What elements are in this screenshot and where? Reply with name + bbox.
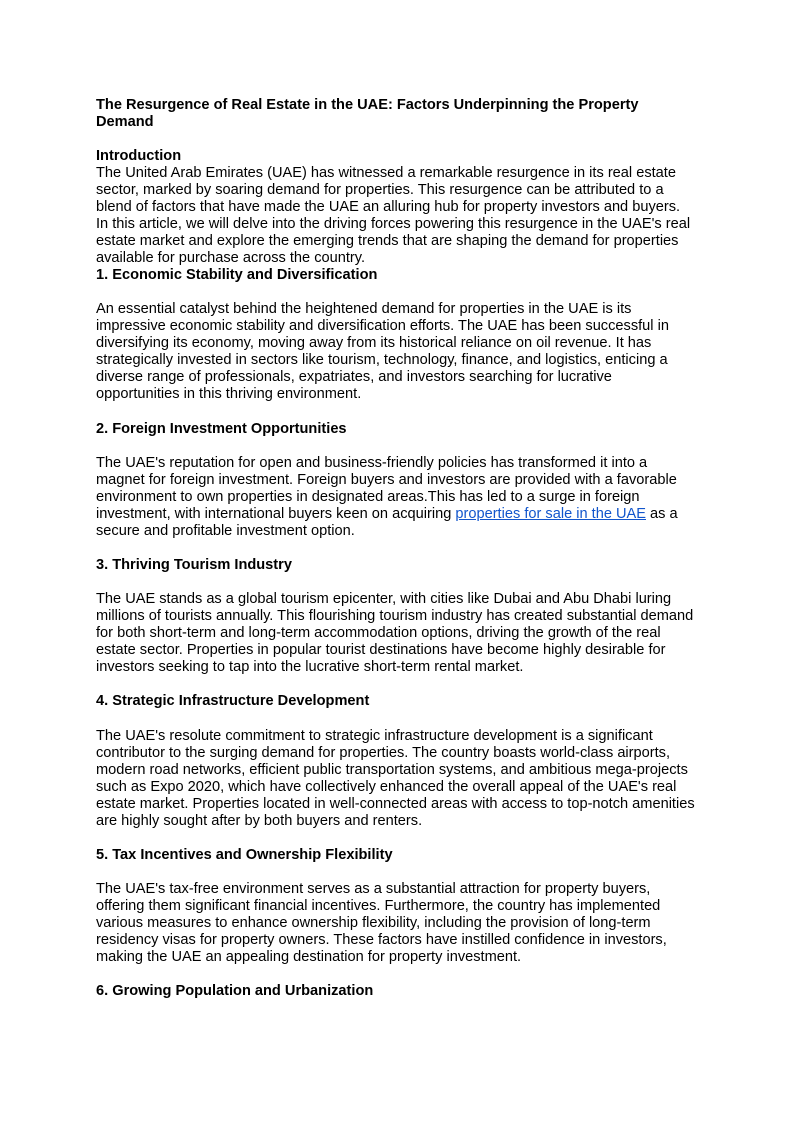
section-paragraph [96,728,716,830]
paragraph-line: residency visas for property owners. These factors have instilled confidence in investors, [96,931,667,948]
paragraph-line: The United Arab Emirates (UAE) has witnessed a remarkable resurgence in its real estate [96,165,676,182]
paragraph-line: estate market. Properties located in well-connected areas with access to top-notch amenities [96,795,695,812]
section-heading: 5. Tax Incentives and Ownership Flexibility [96,846,393,863]
section-heading: 2. Foreign Investment Opportunities [96,420,347,437]
properties-for-sale-link[interactable]: properties for sale in the UAE [455,505,646,522]
text: as a [646,505,678,522]
paragraph-line: magnet for foreign investment. Foreign buyers and investors are provided with a favorable [96,471,677,488]
paragraph-line: investors seeking to tap into the lucrative short-term rental market. [96,659,524,676]
section-heading: 1. Economic Stability and Diversification [96,267,378,284]
paragraph-line: making the UAE an appealing destination for property investment. [96,948,522,965]
paragraph-line: estate market and explore the emerging trends that are shaping the demand for properties [96,233,679,250]
paragraph-line: diversifying its economy, moving away from its historical reliance on oil revenue. It has [96,335,652,352]
intro-section [96,148,716,267]
title-line: Demand [96,114,154,130]
paragraph-line: are highly sought after by both buyers and renters. [96,812,423,829]
document-page [96,97,716,1000]
paragraph-line: impressive economic stability and diversification efforts. The UAE has been successful in [96,318,669,335]
paragraph-line: strategically invested in sectors like tourism, technology, finance, and logistics, enticing a [96,352,668,369]
section-paragraph [96,591,716,676]
paragraph-line: for both short-term and long-term accommodation options, driving the growth of the real [96,625,661,642]
paragraph-line: various measures to enhance ownership flexibility, including the provision of long-term [96,914,651,931]
paragraph-line: The UAE stands as a global tourism epicenter, with cities like Dubai and Abu Dhabi luring [96,591,672,608]
paragraph-line: available for purchase across the country. [96,250,366,267]
paragraph-line: In this article, we will delve into the driving forces powering this resurgence in the UAE's real [96,216,691,233]
section-heading: 6. Growing Population and Urbanization [96,983,374,1000]
section-paragraph [96,455,716,540]
document-title [96,97,716,131]
paragraph-line: estate sector. Properties in popular tourist destinations have become highly desirable for [96,642,666,659]
paragraph-line: An essential catalyst behind the heightened demand for properties in the UAE is its [96,301,632,318]
paragraph-line: The UAE's reputation for open and business-friendly policies has transformed it into a [96,454,648,471]
paragraph-line: opportunities in this thriving environment. [96,386,362,403]
paragraph-line: millions of tourists annually. This flourishing tourism industry has created substantial demand [96,608,694,625]
paragraph-line: sector, marked by soaring demand for properties. This resurgence can be attributed to a [96,182,664,199]
section-paragraph [96,301,716,403]
paragraph-line: secure and profitable investment option. [96,522,355,539]
paragraph-line: The UAE's tax-free environment serves as a substantial attraction for property buyers, [96,880,651,897]
paragraph-line: such as Expo 2020, which have collectively enhanced the overall appeal of the UAE's real [96,778,677,795]
section-heading: 4. Strategic Infrastructure Development [96,693,370,710]
paragraph-line-with-link [96,506,716,523]
paragraph-line: offering them significant financial incentives. Furthermore, the country has implemented [96,897,661,914]
section-heading: 3. Thriving Tourism Industry [96,556,292,573]
paragraph-line: modern road networks, efficient public transportation systems, and ambitious mega-projects [96,761,688,778]
section-paragraph [96,881,716,966]
title-line: The Resurgence of Real Estate in the UAE: Factors Underpinning the Property [96,97,639,113]
paragraph-line: environment to own properties in designated areas.This has led to a surge in foreign [96,488,640,505]
paragraph-line: blend of factors that have made the UAE an alluring hub for property investors and buyers. [96,199,681,216]
paragraph-line: The UAE's resolute commitment to strategic infrastructure development is a significant [96,727,653,744]
paragraph-line: diverse range of professionals, expatriates, and investors searching for lucrative [96,369,612,386]
text: investment, with international buyers keen on acquiring [96,505,456,522]
intro-heading: Introduction [96,148,182,165]
paragraph-line: contributor to the surging demand for properties. The country boasts world-class airports, [96,744,671,761]
